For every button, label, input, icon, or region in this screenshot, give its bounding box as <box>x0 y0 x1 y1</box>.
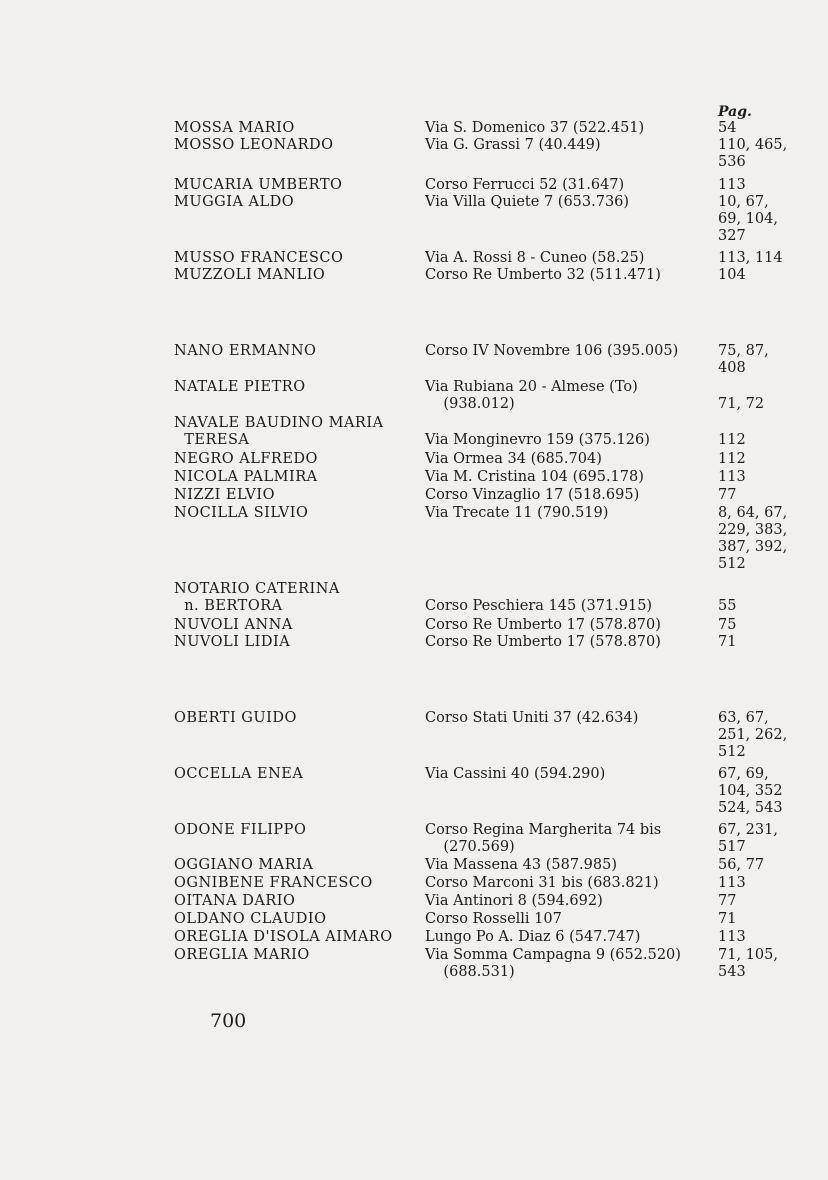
entry-name: NATALE PIETRO <box>174 379 306 395</box>
entry-pages: 71 <box>718 911 737 927</box>
entry-address: Via Monginevro 159 (375.126) <box>425 432 650 448</box>
entry-pages: 113 <box>718 929 746 945</box>
entry-pages: 113 <box>718 177 746 193</box>
entry-pages: 71, 105, 543 <box>718 947 778 980</box>
entry-name: MUGGIA ALDO <box>174 194 295 210</box>
entry-address: Corso Peschiera 145 (371.915) <box>425 598 653 614</box>
entry-address: Via Antinori 8 (594.692) <box>425 893 603 909</box>
entry-name: OGNIBENE FRANCESCO <box>174 875 373 891</box>
entry-address: Corso Ferrucci 52 (31.647) <box>425 177 625 193</box>
entry-address: Via Villa Quiete 7 (653.736) <box>425 194 630 210</box>
entry-pages: 8, 64, 67, 229, 383, 387, 392, 512 <box>718 505 788 572</box>
entry-address: Corso Re Umberto 17 (578.870) <box>425 617 661 633</box>
entry-name: OBERTI GUIDO <box>174 710 297 726</box>
entry-pages: 75 <box>718 617 737 633</box>
entry-name: OREGLIA MARIO <box>174 947 310 963</box>
entry-name: NAVALE BAUDINO MARIA TERESA <box>174 415 384 448</box>
entry-pages: 71 <box>718 634 737 650</box>
entry-pages: 56, 77 <box>718 857 765 873</box>
entry-address: Corso Vinzaglio 17 (518.695) <box>425 487 640 503</box>
entry-name: MOSSO LEONARDO <box>174 137 334 153</box>
entry-pages: 71, 72 <box>718 396 765 412</box>
page-number: 700 <box>210 1010 247 1032</box>
entry-name: OITANA DARIO <box>174 893 296 909</box>
entry-pages: 113 <box>718 469 746 485</box>
entry-address: Via Ormea 34 (685.704) <box>425 451 602 467</box>
entry-address: Corso Stati Uniti 37 (42.634) <box>425 710 639 726</box>
entry-address: Corso Rosselli 107 <box>425 911 562 927</box>
entry-name: NOTARIO CATERINA n. BERTORA <box>174 581 340 614</box>
pages-column-header: Pag. <box>718 104 752 120</box>
entry-address: Via Rubiana 20 - Almese (To) (938.012) <box>425 379 638 412</box>
entry-pages: 112 <box>718 432 746 448</box>
entry-address: Lungo Po A. Diaz 6 (547.747) <box>425 929 641 945</box>
entry-pages: 67, 69, 104, 352 524, 543 <box>718 766 783 816</box>
entry-address: Via Massena 43 (587.985) <box>425 857 617 873</box>
entry-address: Corso Re Umberto 17 (578.870) <box>425 634 661 650</box>
entry-name: MUSSO FRANCESCO <box>174 250 344 266</box>
entry-address: Via Cassini 40 (594.290) <box>425 766 606 782</box>
entry-address: Via Trecate 11 (790.519) <box>425 505 609 521</box>
entry-name: MUZZOLI MANLIO <box>174 267 326 283</box>
entry-address: Via M. Cristina 104 (695.178) <box>425 469 644 485</box>
entry-name: ODONE FILIPPO <box>174 822 307 838</box>
entry-pages: 113 <box>718 875 746 891</box>
entry-name: OREGLIA D'ISOLA AIMARO <box>174 929 393 945</box>
entry-address: Via G. Grassi 7 (40.449) <box>425 137 601 153</box>
entry-name: OGGIANO MARIA <box>174 857 314 873</box>
entry-name: NUVOLI ANNA <box>174 617 293 633</box>
entry-name: MUCARIA UMBERTO <box>174 177 343 193</box>
entry-pages: 77 <box>718 487 737 503</box>
entry-pages: 113, 114 <box>718 250 783 266</box>
entry-name: NIZZI ELVIO <box>174 487 275 503</box>
entry-name: OCCELLA ENEA <box>174 766 304 782</box>
entry-pages: 75, 87, 408 <box>718 343 769 376</box>
entry-name: NUVOLI LIDIA <box>174 634 291 650</box>
entry-name: NICOLA PALMIRA <box>174 469 318 485</box>
entry-pages: 63, 67, 251, 262, 512 <box>718 710 788 760</box>
entry-address: Corso Marconi 31 bis (683.821) <box>425 875 659 891</box>
entry-address: Corso Regina Margherita 74 bis (270.569) <box>425 822 662 855</box>
entry-pages: 54 <box>718 120 737 136</box>
entry-address: Via A. Rossi 8 - Cuneo (58.25) <box>425 250 645 266</box>
entry-address: Corso IV Novembre 106 (395.005) <box>425 343 679 359</box>
entry-name: OLDANO CLAUDIO <box>174 911 327 927</box>
entry-pages: 67, 231, 517 <box>718 822 778 855</box>
entry-pages: 104 <box>718 267 746 283</box>
entry-pages: 112 <box>718 451 746 467</box>
entry-address: Corso Re Umberto 32 (511.471) <box>425 267 661 283</box>
entry-pages: 55 <box>718 598 737 614</box>
entry-address: Via Somma Campagna 9 (652.520) (688.531) <box>425 947 681 980</box>
entry-name: NEGRO ALFREDO <box>174 451 318 467</box>
entry-pages: 10, 67, 69, 104, 327 <box>718 194 778 244</box>
entry-name: NANO ERMANNO <box>174 343 317 359</box>
entry-name: MOSSA MARIO <box>174 120 295 136</box>
entry-name: NOCILLA SILVIO <box>174 505 309 521</box>
entry-address: Via S. Domenico 37 (522.451) <box>425 120 645 136</box>
entry-pages: 77 <box>718 893 737 909</box>
entry-pages: 110, 465, 536 <box>718 137 788 170</box>
